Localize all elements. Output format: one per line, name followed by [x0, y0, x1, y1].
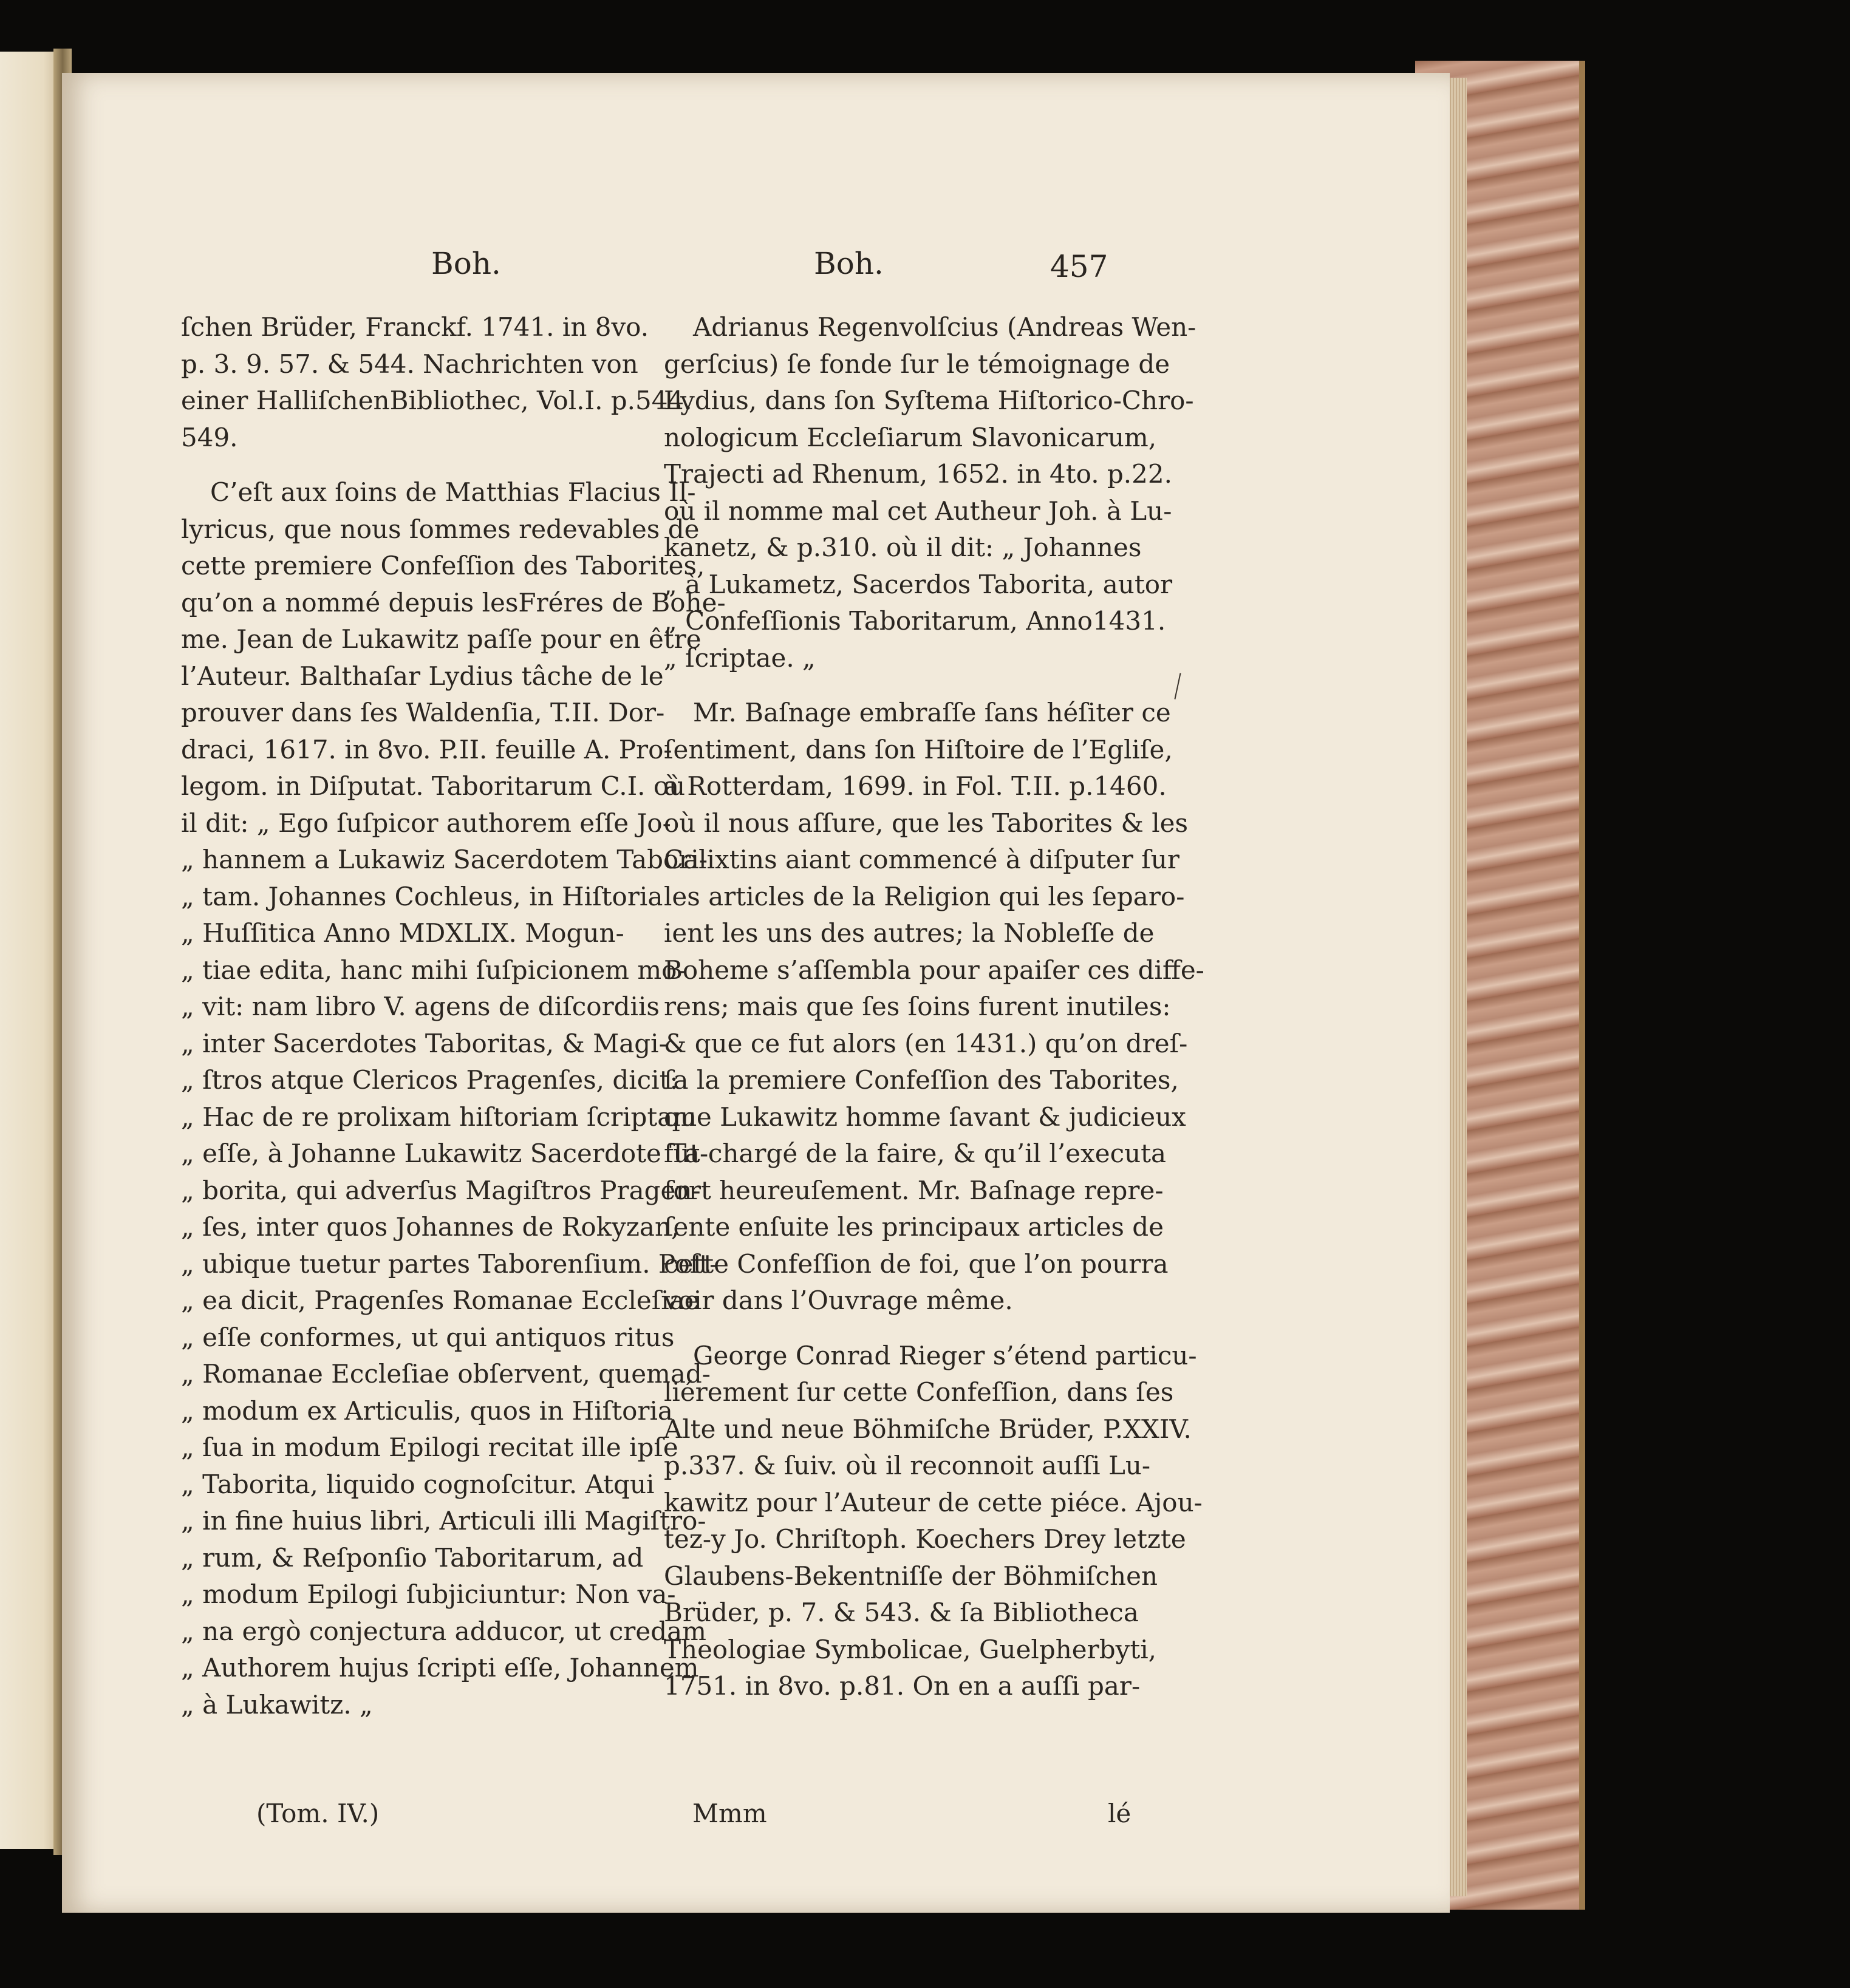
text-line: kanetz, & p.310. où il dit: „ Johannes — [664, 533, 1142, 562]
right-running-head: Boh. — [814, 246, 884, 281]
text-line — [664, 1319, 1150, 1338]
text-line: „ eſſe conformes, ut qui antiquos ritus — [181, 1322, 675, 1352]
text-line: Brüder, p. 7. & 543. & ſa Bibliotheca — [664, 1598, 1139, 1627]
text-line: „ eſſe, à Johanne Lukawitz Sacerdote Ta- — [181, 1139, 709, 1168]
text-line: „ à Lukametz, Sacerdos Taborita, autor — [664, 569, 1173, 599]
book-page — [62, 73, 1450, 1913]
text-line: „ ubique tuetur partes Taborenſium. Poſt- — [181, 1248, 718, 1279]
text-line: qu’on a nommé depuis lesFréres de Bohe- — [181, 587, 726, 618]
text-line: „ vit: nam libro V. agens de diſcordiis — [181, 992, 660, 1021]
text-line: einer HalliſchenBibliothec, Vol.I. p.544. — [181, 386, 692, 415]
text-line: ient les uns des autres; la Nobleſſe de — [664, 918, 1155, 948]
text-line: liérement ſur cette Confeſſion, dans ſes — [664, 1377, 1174, 1407]
text-line: „ à Lukawitz. „ — [181, 1689, 373, 1720]
background-bottom — [0, 1913, 1518, 1988]
text-line: „ na ergò conjectura adducor, ut credam — [181, 1616, 706, 1646]
text-line: Calixtins aiant commencé à diſputer ſur — [664, 845, 1179, 874]
text-line: & que ce fut alors (en 1431.) qu’on dreſ- — [664, 1028, 1188, 1058]
text-line: ſchen Brüder, Franckf. 1741. in 8vo. — [181, 312, 649, 342]
text-line: prouver dans ſes Waldenſia, T.II. Dor- — [181, 698, 665, 727]
text-line: où il nomme mal cet Autheur Joh. à Lu- — [664, 495, 1172, 526]
text-line: „ ea dicit, Pragenſes Romanae Eccleſiae — [181, 1285, 700, 1315]
text-line: rens; mais que ſes ſoins furent inutiles: — [664, 992, 1171, 1021]
catchword: lé — [1108, 1799, 1132, 1828]
text-line: ſa la premiere Confeſſion des Taborites, — [664, 1065, 1179, 1095]
text-line: Glaubens-Bekentniſſe der Böhmiſchen — [664, 1561, 1158, 1591]
text-line — [664, 676, 1150, 695]
text-line: „ Authorem hujus ſcripti eſſe, Johannem — [181, 1653, 699, 1683]
text-line: Adrianus Regenvolſcius (Andreas Wen- — [693, 312, 1196, 342]
text-line: cette Confeſſion de foi, que l’on pourra — [664, 1248, 1169, 1279]
text-line: „ modum ex Articulis, quos in Hiſtoria — [181, 1395, 673, 1426]
text-line — [181, 456, 667, 474]
text-line: me. Jean de Lukawitz paſſe pour en être — [181, 624, 701, 654]
facing-page-edge — [0, 52, 62, 1849]
text-line: „ Romanae Eccleſiae obſervent, quemad- — [181, 1359, 711, 1389]
text-line: que Lukawitz homme ſavant & judicieux — [664, 1101, 1186, 1132]
text-line: 1751. in 8vo. p.81. On en a auſſi par- — [664, 1671, 1141, 1701]
text-line: p. 3. 9. 57. & 544. Nachrichten von — [181, 349, 638, 379]
right-text-column — [664, 309, 1204, 1705]
text-line: George Conrad Rieger s’étend particu- — [693, 1340, 1197, 1370]
text-line: „ ſtros atque Clericos Pragenſes, dicit: — [181, 1065, 678, 1095]
text-line: „ inter Sacerdotes Taboritas, & Magi- — [181, 1028, 667, 1058]
text-line: voir dans l’Ouvrage même. — [664, 1285, 1013, 1315]
text-line: tez-y Jo. Chriſtoph. Koechers Drey letzte — [664, 1524, 1186, 1554]
text-line: „ Confeſſionis Taboritarum, Anno1431. — [664, 606, 1166, 636]
text-line: „ borita, qui adverſus Magiſtros Pragen- — [181, 1175, 701, 1205]
text-line: „ hannem a Lukawiz Sacerdotem Tabori- — [181, 845, 708, 874]
text-line: „ ſes, inter quos Johannes de Rokyzan, — [181, 1212, 680, 1242]
text-line: kawitz pour l’Auteur de cette piéce. Ajou- — [664, 1487, 1203, 1517]
text-line: ſente enſuite les principaux articles de — [664, 1212, 1164, 1242]
text-line: C’eſt aux ſoins de Matthias Flacius Il- — [210, 477, 696, 507]
volume-signature: (Tom. IV.) — [256, 1799, 380, 1828]
text-line: „ ſcriptae. „ — [664, 642, 816, 673]
text-line: les articles de la Religion qui les ſeparo- — [664, 881, 1185, 911]
text-line: „ modum Epilogi ſubjiciuntur: Non va- — [181, 1579, 676, 1609]
text-line: où il nous aſſure, que les Taborites & les — [664, 808, 1189, 838]
text-line: Boheme s’aſſembla pour apaiſer ces diffe- — [664, 955, 1204, 985]
text-line: „ in fine huius libri, Articuli illi Magiſtro- — [181, 1506, 706, 1536]
text-line: legom. in Diſputat. Taboritarum C.I. où — [181, 771, 686, 801]
text-line: cette premiere Confeſſion des Taborites, — [181, 551, 705, 580]
page-number: 457 — [1050, 249, 1108, 284]
text-line: „ tam. Johannes Cochleus, in Hiſtoria — [181, 881, 663, 911]
text-line: Lydius, dans ſon Syſtema Hiſtorico-Chro- — [664, 386, 1194, 415]
text-line: Trajecti ad Rhenum, 1652. in 4to. p.22. — [664, 459, 1172, 489]
text-line: 549. — [181, 422, 238, 452]
text-line: „ tiae edita, hanc mihi ſuſpicionem mo- — [181, 955, 686, 985]
text-line: gerſcius) ſe fonde ſur le témoignage de — [664, 349, 1170, 379]
text-line: nologicum Eccleſiarum Slavonicarum, — [664, 422, 1157, 452]
text-line: Theologiae Symbolicae, Guelpherbyti, — [664, 1634, 1157, 1664]
gathering-signature: Mmm — [692, 1799, 767, 1828]
text-line: à Rotterdam, 1699. in Fol. T.II. p.1460. — [664, 771, 1167, 801]
text-line: ſentiment, dans ſon Hiſtoire de l’Egliſe, — [664, 734, 1173, 764]
left-text-column — [181, 309, 726, 1723]
text-line: „ Huſſitica Anno MDXLIX. Mogun- — [181, 918, 624, 948]
text-line: l’Auteur. Balthaſar Lydius tâche de le — [181, 661, 664, 691]
text-line: fut chargé de la faire, & qu’il l’executa — [664, 1139, 1167, 1168]
text-line: il dit: „ Ego ſuſpicor authorem eſſe Jo- — [181, 808, 671, 838]
text-line: „ ſua in modum Epilogi recitat ille ipſe — [181, 1432, 678, 1462]
left-running-head: Boh. — [431, 246, 501, 281]
text-line: draci, 1617. in 8vo. P.II. feuille A. Pro- — [181, 734, 672, 764]
text-line: „ Hac de re prolixam hiſtoriam ſcriptam — [181, 1101, 697, 1132]
text-line: p.337. & ſuiv. où il reconnoit auſſi Lu- — [664, 1451, 1151, 1480]
text-line: „ rum, & Reſponſio Taboritarum, ad — [181, 1542, 644, 1573]
text-line: fort heureuſement. Mr. Baſnage repre- — [664, 1175, 1164, 1205]
text-line: lyricus, que nous ſommes redevables de — [181, 514, 700, 544]
text-line: „ Taborita, liquido cognoſcitur. Atqui — [181, 1469, 655, 1499]
text-line: Mr. Baſnage embraſſe ſans héſiter ce — [693, 698, 1171, 727]
text-line: Alte und neue Böhmiſche Brüder, P.XXIV. — [664, 1414, 1192, 1444]
